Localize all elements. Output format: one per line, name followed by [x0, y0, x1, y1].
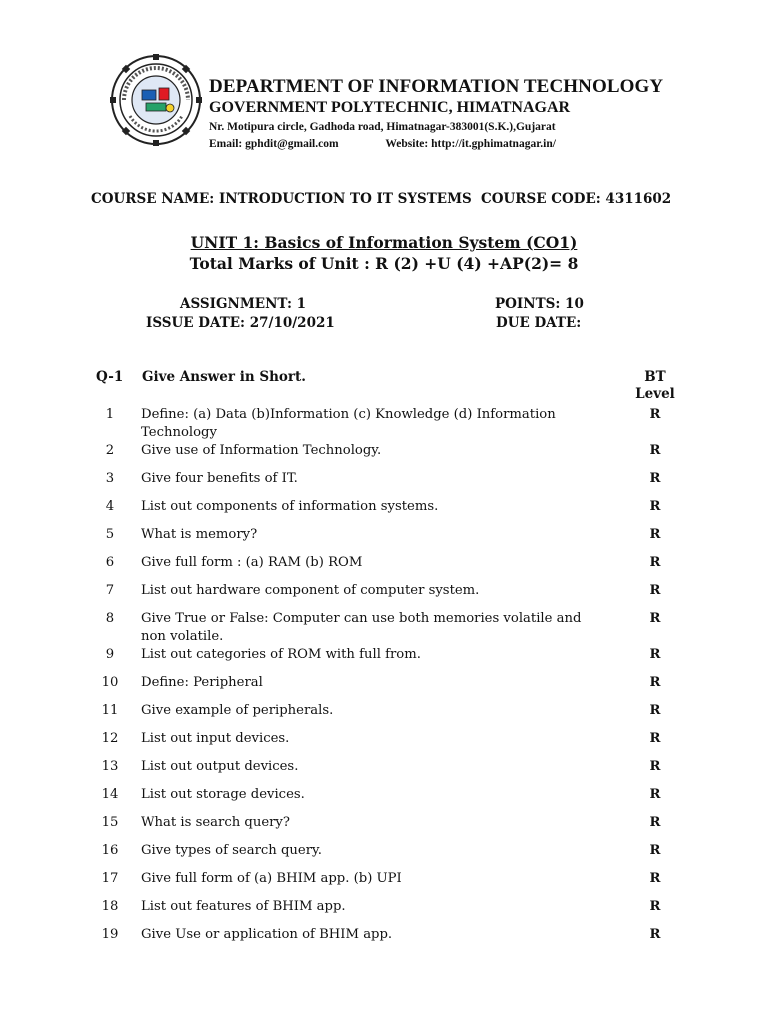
question-number: 1 [105, 407, 115, 422]
question-number: 5 [105, 527, 115, 542]
question-level: R [649, 471, 661, 486]
question-number: 4 [105, 499, 115, 514]
question-number: 6 [105, 555, 115, 570]
question-text: Define: (a) Data (b)Information (c) Knowledge (d) Information Technology [141, 407, 556, 440]
question-text: Give Use or application of BHIM app. [141, 927, 393, 942]
college-address: Nr. Motipura circle, Gadhoda road, Himatnagar-383001(S.K.),Gujarat [209, 121, 556, 133]
question-number: 16 [101, 843, 119, 858]
question-text: List out features of BHIM app. [141, 899, 346, 914]
bt-header-line1: BT [644, 369, 666, 385]
question-level: R [649, 407, 661, 422]
unit-title [0, 233, 768, 252]
assignment-number: ASSIGNMENT: 1 [180, 296, 307, 312]
question-number: 7 [105, 583, 115, 598]
question-number: 8 [105, 611, 115, 626]
question-number: 18 [101, 899, 119, 914]
website-text: Website: http://it.gphimatnagar.in/ [385, 138, 556, 150]
question-level: R [649, 759, 661, 774]
question-text: Give use of Information Technology. [141, 443, 382, 458]
unit-marks: Total Marks of Unit : R (2) +U (4) +AP(2)= 8 [189, 254, 579, 273]
section-number: Q-1 [96, 369, 124, 385]
department-name: DEPARTMENT OF INFORMATION TECHNOLOGY [209, 76, 664, 97]
question-text: Give full form : (a) RAM (b) ROM [141, 555, 363, 570]
issue-date: ISSUE DATE: 27/10/2021 [146, 315, 335, 331]
unit-title-text: UNIT 1: Basics of Information System (CO1) [190, 233, 578, 252]
question-level: R [649, 611, 661, 626]
question-level: R [649, 499, 661, 514]
question-number: 19 [101, 927, 119, 942]
question-number: 15 [101, 815, 119, 830]
section-title: Give Answer in Short. [142, 369, 306, 385]
question-level: R [649, 731, 661, 746]
college-name: GOVERNMENT POLYTECHNIC, HIMATNAGAR [209, 99, 571, 116]
question-text: Give True or False: Computer can use both memories volatile and non volatile. [141, 611, 582, 644]
question-level: R [649, 443, 661, 458]
college-logo [110, 54, 202, 146]
question-text: List out output devices. [141, 759, 299, 774]
question-level: R [649, 927, 661, 942]
question-level: R [649, 843, 661, 858]
question-number: 9 [105, 647, 115, 662]
question-level: R [649, 675, 661, 690]
question-number: 14 [101, 787, 119, 802]
question-level: R [649, 871, 661, 886]
question-level: R [649, 815, 661, 830]
contact-line [209, 136, 663, 152]
question-number: 12 [101, 731, 119, 746]
points: POINTS: 10 [495, 296, 584, 312]
question-level: R [649, 647, 661, 662]
question-number: 3 [105, 471, 115, 486]
question-text: List out categories of ROM with full from. [141, 647, 421, 662]
question-text: List out input devices. [141, 731, 290, 746]
question-text: Give four benefits of IT. [141, 471, 298, 486]
course-name: COURSE NAME: INTRODUCTION TO IT SYSTEMS [91, 191, 472, 207]
question-text: What is memory? [141, 527, 258, 542]
question-number: 11 [101, 703, 119, 718]
question-level: R [649, 527, 661, 542]
question-number: 2 [105, 443, 115, 458]
question-text: List out hardware component of computer system. [141, 583, 480, 598]
bt-level-header [632, 369, 678, 403]
question-number: 10 [101, 675, 119, 690]
question-text: Define: Peripheral [141, 675, 263, 690]
question-level: R [649, 787, 661, 802]
email-text: Email: gphdit@gmail.com [209, 138, 339, 150]
due-date: DUE DATE: [496, 315, 582, 331]
question-level: R [649, 555, 661, 570]
question-number: 17 [101, 871, 119, 886]
bt-header-line2: Level [635, 386, 675, 402]
institution-header [209, 76, 663, 152]
question-text: Give example of peripherals. [141, 703, 334, 718]
question-level: R [649, 899, 661, 914]
course-code: COURSE CODE: 4311602 [481, 191, 672, 207]
question-level: R [649, 703, 661, 718]
question-text: List out storage devices. [141, 787, 305, 802]
question-number: 13 [101, 759, 119, 774]
question-text: Give full form of (a) BHIM app. (b) UPI [141, 871, 402, 886]
question-level: R [649, 583, 661, 598]
question-text: Give types of search query. [141, 843, 322, 858]
question-text: What is search query? [141, 815, 290, 830]
question-text: List out components of information systems. [141, 499, 439, 514]
